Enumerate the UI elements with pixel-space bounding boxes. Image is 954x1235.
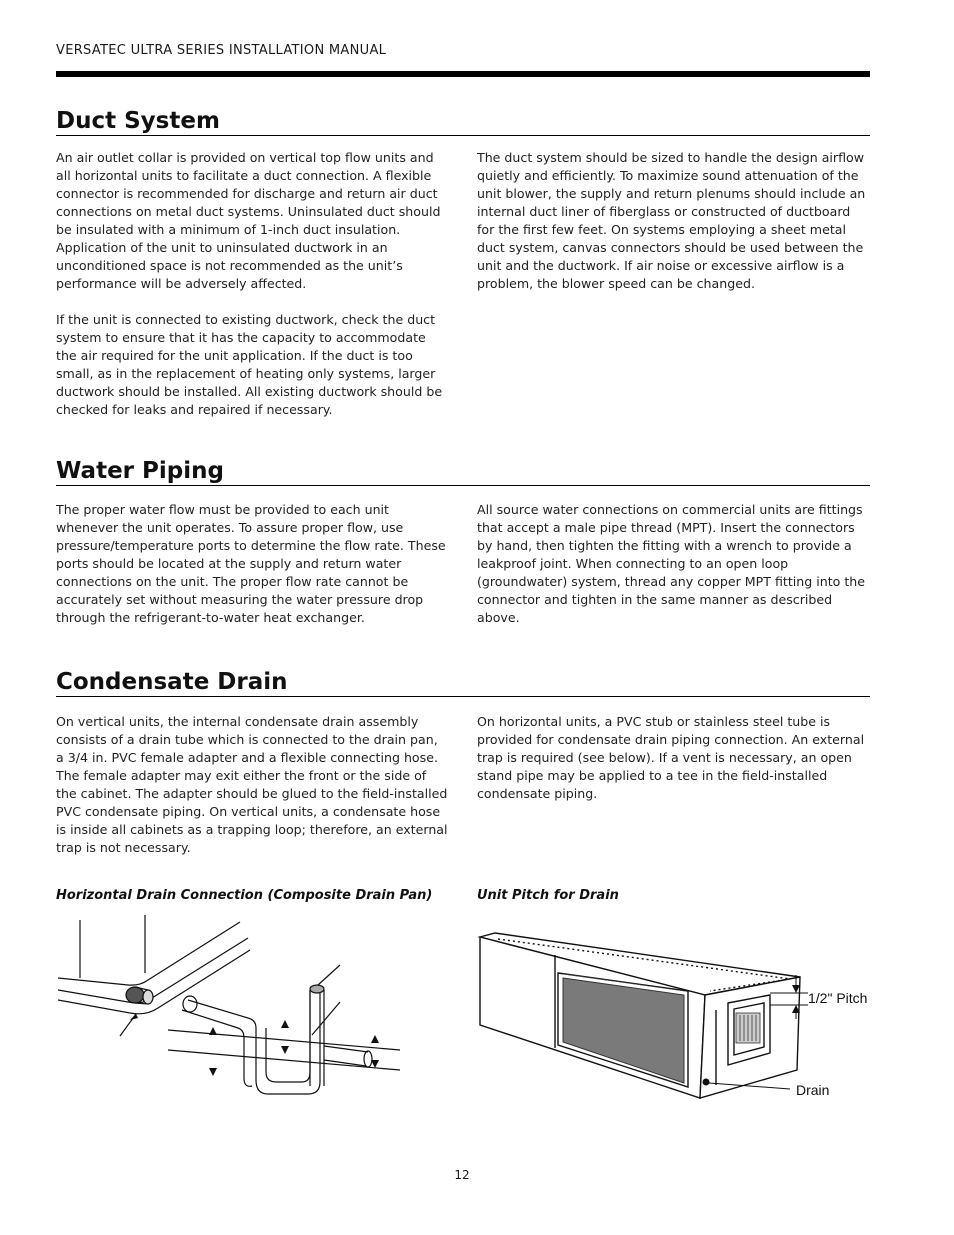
- drain-point: [703, 1079, 710, 1086]
- blower-icon: [736, 1013, 760, 1043]
- section-title-water-piping: Water Piping: [56, 458, 224, 484]
- section-rule: [56, 485, 870, 486]
- page-number: 12: [454, 1168, 470, 1182]
- paragraph: An air outlet collar is provided on vertical top flow units and all horizontal units to facilitate a duct connection. A flexible connector is recommended for discharge and return air duct connections on metal duct systems. Uninsulated duct should be insulated with a minimum of 1-inch duct insulation. Application of the unit to uninsulated ductwork in an unconditioned space is not recommended as the unit’s performance will be adversely affected.: [56, 150, 441, 291]
- water-left-column: [56, 501, 448, 645]
- section-title-condensate-drain: Condensate Drain: [56, 669, 288, 695]
- duct-right-column: [477, 149, 869, 311]
- paragraph: On horizontal units, a PVC stub or stainless steel tube is provided for condensate drain piping connection. An external trap is required (see below). If a vent is necessary, an open stand pipe may be applied to a tee in the field-installed condensate piping.: [477, 714, 865, 801]
- paragraph: The duct system should be sized to handle the design airflow quietly and efficiently. To maximize sound attenuation of the unit blower, the supply and return plenums should include an internal duct liner of fiberglass or constructed of ductboard for the first few feet. On systems employing a sheet metal duct system, canvas connectors should be used between the unit and the ductwork. If air noise or excessive airflow is a problem, the blower speed can be changed.: [477, 150, 866, 291]
- pitch-label: 1/2" Pitch: [808, 990, 868, 1006]
- horizontal-drain-diagram: [50, 910, 420, 1110]
- header-rule: [56, 71, 870, 77]
- paragraph: On vertical units, the internal condensate drain assembly consists of a drain tube which is connected to the drain pan, a 3/4 in. PVC female adapter and a flexible connecting hose. The female adapter may exit either the front or the side of the cabinet. The adapter should be glued to the field-installed PVC condensate piping. On vertical units, a condensate hose is inside all cabinets as a trapping loop; therefore, an external trap is not necessary.: [56, 714, 448, 855]
- paragraph: All source water connections on commercial units are fittings that accept a male pipe thread (MPT). Insert the connectors by hand, then tighten the fitting with a wrench to provide a leakproof joint. When connecting to an open loop (groundwater) system, thread any copper MPT fitting into the connector and tighten in the same manner as described above.: [477, 502, 866, 625]
- section-title-duct-system: Duct System: [56, 108, 220, 134]
- duct-left-column: [56, 149, 448, 437]
- drain-label: Drain: [796, 1082, 830, 1098]
- section-rule: [56, 696, 870, 697]
- unit-pitch-diagram: [470, 915, 880, 1110]
- paragraph: The proper water flow must be provided to each unit whenever the unit operates. To assure proper flow, use pressure/temperature ports to determine the flow rate. These ports should be located at the supply and return water connections on the unit. The proper flow rate cannot be accurately set without measuring the water pressure drop through the refrigerant-to-water heat exchanger.: [56, 502, 446, 625]
- figure-caption-unit-pitch: Unit Pitch for Drain: [477, 888, 619, 903]
- section-rule: [56, 135, 870, 136]
- running-header: VERSATEC ULTRA SERIES INSTALLATION MANUAL: [56, 43, 387, 58]
- figure-caption-horizontal-drain: Horizontal Drain Connection (Composite Drain Pan): [56, 888, 433, 903]
- water-right-column: [477, 501, 869, 645]
- paragraph: If the unit is connected to existing ductwork, check the duct system to ensure that it has the capacity to accommodate the air required for the unit application. If the duct is too small, as in the replacement of heating only systems, larger ductwork should be installed. All existing ductwork should be checked for leaks and repaired if necessary.: [56, 312, 443, 417]
- condensate-left-column: [56, 713, 448, 875]
- condensate-right-column: [477, 713, 869, 821]
